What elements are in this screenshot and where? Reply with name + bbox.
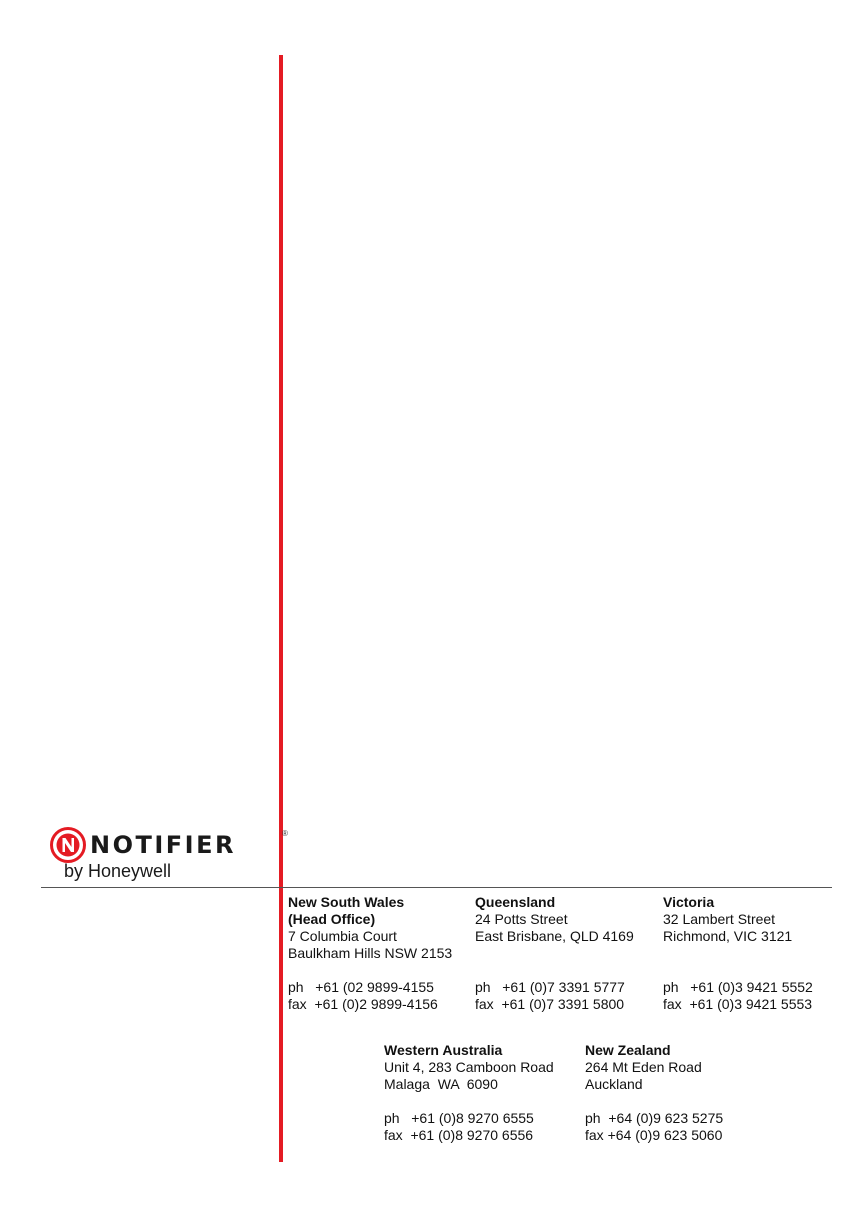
- office-address-line: Richmond, VIC 3121: [663, 928, 793, 944]
- office-fax: fax +61 (0)8 9270 6556: [384, 1127, 534, 1143]
- office-address-line: Unit 4, 283 Camboon Road: [384, 1059, 554, 1075]
- registered-mark: ®: [282, 829, 288, 838]
- office-subname: (Head Office): [288, 911, 376, 927]
- office-phone: ph +64 (0)9 623 5275: [585, 1110, 724, 1126]
- office-address-line: 7 Columbia Court: [288, 928, 397, 944]
- office-phone: ph +61 (0)3 9421 5552: [663, 979, 813, 995]
- office-new-south-wales: [288, 894, 452, 1013]
- office-western-australia: [384, 1042, 554, 1144]
- office-phone: ph +61 (02 9899-4155: [288, 979, 434, 995]
- office-address-line: Malaga WA 6090: [384, 1076, 498, 1092]
- office-name: Western Australia: [384, 1042, 503, 1058]
- office-phone: ph +61 (0)7 3391 5777: [475, 979, 625, 995]
- office-new-zealand: [585, 1042, 723, 1144]
- office-address-line: 24 Potts Street: [475, 911, 568, 927]
- office-phone: ph +61 (0)8 9270 6555: [384, 1110, 534, 1126]
- footer-divider: [41, 887, 832, 888]
- office-address-line: 32 Lambert Street: [663, 911, 776, 927]
- notifier-logo: [50, 827, 288, 883]
- office-victoria: [663, 894, 813, 1013]
- office-name: New Zealand: [585, 1042, 671, 1058]
- office-name: Queensland: [475, 894, 556, 910]
- red-margin-rule: [279, 55, 283, 1162]
- office-fax: fax +61 (0)3 9421 5553: [663, 996, 813, 1012]
- office-address-line: East Brisbane, QLD 4169: [475, 928, 634, 944]
- office-fax: fax +61 (0)2 9899-4156: [288, 996, 438, 1012]
- office-name: New South Wales: [288, 894, 405, 910]
- brand-wordmark: NOTIFIER: [90, 831, 236, 859]
- office-queensland: [475, 894, 634, 1013]
- office-name: Victoria: [663, 894, 715, 910]
- brand-tagline: by Honeywell: [64, 861, 172, 881]
- notifier-n-circle-icon: [50, 827, 86, 863]
- office-address-line: 264 Mt Eden Road: [585, 1059, 702, 1075]
- office-fax: fax +61 (0)7 3391 5800: [475, 996, 625, 1012]
- office-address-line: Baulkham Hills NSW 2153: [288, 945, 453, 961]
- office-fax: fax +64 (0)9 623 5060: [585, 1127, 723, 1143]
- office-address-line: Auckland: [585, 1076, 643, 1092]
